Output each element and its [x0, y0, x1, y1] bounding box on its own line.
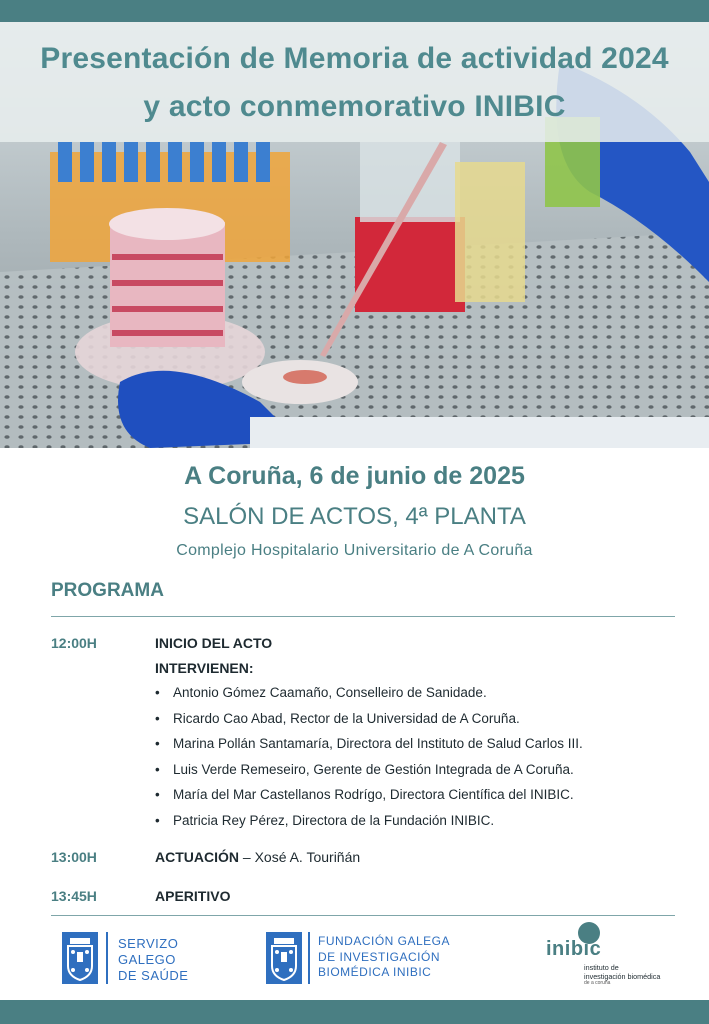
program-heading: PROGRAMA — [51, 580, 164, 601]
speaker-text: Ricardo Cao Abad, Rector de la Universidad de A Coruña. — [173, 710, 520, 726]
program-time: 13:45H — [51, 888, 97, 904]
bullet: • — [155, 761, 160, 777]
program-time: 12:00H — [51, 635, 97, 651]
galicia-emblem-icon — [62, 932, 98, 984]
inibic-logo — [540, 918, 680, 988]
sergas-line2: GALEGO — [118, 952, 176, 967]
bullet: • — [155, 685, 160, 700]
bullet: • — [155, 812, 160, 828]
program-item-title: APERITIVO — [155, 888, 231, 904]
bullet: • — [155, 787, 160, 802]
event-venue: SALÓN DE ACTOS, 4ª PLANTA — [183, 503, 526, 530]
speakers-heading: INTERVIENEN: — [155, 660, 254, 676]
galicia-emblem-icon — [266, 932, 302, 984]
title-band — [0, 22, 709, 142]
logo-divider — [308, 932, 310, 984]
speaker-text: Marina Pollán Santamaría, Directora del Instituto de Salud Carlos III. — [173, 736, 583, 751]
bullet: • — [155, 736, 160, 751]
program-item-title — [155, 849, 360, 865]
program-item-title-text: ACTUACIÓN — [155, 849, 239, 865]
event-date: A Coruña, 6 de junio de 2025 — [184, 462, 525, 490]
event-location: Complejo Hospitalario Universitario de A Coruña — [176, 542, 533, 559]
bottom-accent-bar — [0, 1000, 709, 1024]
list-item — [155, 711, 583, 737]
logo-divider — [106, 932, 108, 984]
inibic-place: de a coruña — [584, 980, 611, 986]
list-item — [155, 787, 583, 813]
speaker-text: María del Mar Castellanos Rodrígo, Directora Científica del INIBIC. — [173, 787, 574, 802]
event-title-line1: Presentación de Memoria de actividad 2024 — [40, 42, 669, 75]
fundacion-logo-text — [318, 934, 478, 981]
program-item-title: INICIO DEL ACTO — [155, 635, 273, 651]
inibic-wordmark: inibic — [546, 938, 602, 960]
event-title-line2: y acto conmemorativo INIBIC — [143, 90, 566, 123]
fundacion-line3: BIOMÉDICA INIBIC — [318, 965, 432, 979]
inibic-subtitle2: investigación biomédica — [584, 971, 661, 981]
list-item — [155, 762, 583, 788]
inibic-subtitle1: instituto de — [584, 963, 619, 972]
top-accent-bar — [0, 0, 709, 22]
sergas-line3: DE SAÚDE — [118, 968, 189, 983]
divider — [51, 915, 675, 916]
fundacion-line1: FUNDACIÓN GALEGA — [318, 934, 451, 948]
sergas-line1: SERVIZO — [118, 936, 179, 951]
speaker-text: Antonio Gómez Caamaño, Conselleiro de Sanidade. — [173, 685, 487, 700]
inibic-subtitle — [584, 964, 674, 981]
speaker-text: Patricia Rey Pérez, Directora de la Fundación INIBIC. — [173, 812, 495, 828]
performer-text: – Xosé A. Touriñán — [239, 849, 361, 865]
list-item — [155, 813, 583, 839]
divider — [51, 616, 675, 617]
fundacion-line2: DE INVESTIGACIÓN — [318, 949, 441, 964]
list-item — [155, 685, 583, 711]
speaker-text: Luis Verde Remeseiro, Gerente de Gestión Integrada de A Coruña. — [173, 761, 574, 777]
bullet: • — [155, 710, 160, 726]
speakers-list — [155, 685, 583, 838]
list-item — [155, 736, 583, 762]
sergas-logo-text — [118, 936, 218, 984]
program-time: 13:00H — [51, 849, 97, 865]
